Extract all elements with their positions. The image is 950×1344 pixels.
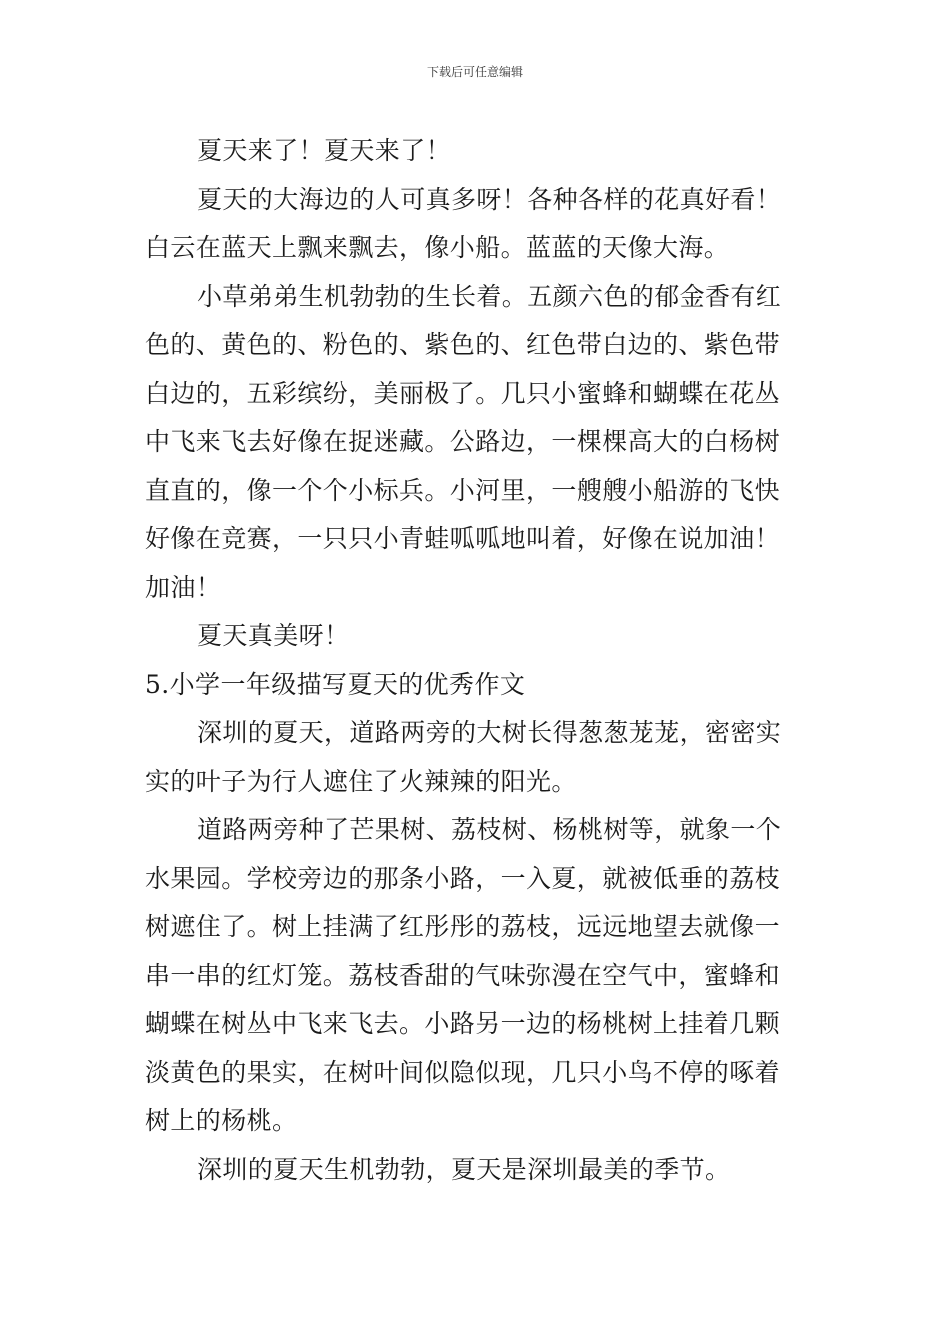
page-header: 下载后可任意编辑 bbox=[426, 65, 523, 79]
paragraph-line: 小草弟弟生机勃勃的生长着。五颜六色的郁金香有红 bbox=[197, 281, 782, 311]
paragraph-line: 串一串的红灯笼。荔枝香甜的气味弥漫在空气中，蜜蜂和 bbox=[145, 960, 781, 990]
paragraph-line: 深圳的夏天生机勃勃，夏天是深圳最美的季节。 bbox=[197, 1154, 731, 1184]
paragraph-line: 色的、黄色的、粉色的、紫色的、红色带白边的、紫色带 bbox=[145, 330, 781, 359]
paragraph-line: 夏天真美呀！ bbox=[197, 621, 350, 650]
paragraph-line: 好像在竞赛，一只只小青蛙呱呱地叫着，好像在说加油！ bbox=[145, 524, 781, 553]
paragraph-line: 加油！ bbox=[145, 572, 222, 602]
paragraph-line: 道路两旁种了芒果树、荔枝树、杨桃树等，就象一个 bbox=[197, 815, 782, 844]
paragraph-line: 深圳的夏天，道路两旁的大树长得葱葱茏茏，密密实 bbox=[197, 718, 782, 747]
section-heading: 5.小学一年级描写夏天的优秀作文 bbox=[145, 669, 526, 699]
paragraph-line: 蝴蝶在树丛中飞来飞去。小路另一边的杨桃树上挂着几颗 bbox=[145, 1009, 781, 1038]
paragraph-line: 中飞来飞去好像在捉迷藏。公路边，一棵棵高大的白杨树 bbox=[145, 427, 781, 456]
paragraph-line: 树遮住了。树上挂满了红彤彤的荔枝，远远地望去就像一 bbox=[145, 912, 781, 941]
paragraph-line: 白云在蓝天上飘来飘去，像小船。蓝蓝的天像大海。 bbox=[145, 233, 730, 262]
paragraph-line: 白边的，五彩缤纷，美丽极了。几只小蜜蜂和蝴蝶在花丛 bbox=[145, 378, 781, 408]
paragraph-line: 淡黄色的果实，在树叶间似隐似现，几只小鸟不停的啄着 bbox=[145, 1057, 781, 1087]
paragraph-line: 夏天来了！夏天来了！ bbox=[197, 136, 452, 165]
paragraph-line: 实的叶子为行人遮住了火辣辣的阳光。 bbox=[145, 766, 577, 796]
paragraph-line: 树上的杨桃。 bbox=[145, 1106, 298, 1135]
paragraph-line: 直直的，像一个个小标兵。小河里，一艘艘小船游的飞快 bbox=[145, 475, 781, 505]
document-body bbox=[145, 127, 810, 1194]
paragraph-line: 夏天的大海边的人可真多呀！各种各样的花真好看！ bbox=[197, 184, 782, 214]
paragraph-line: 水果园。学校旁边的那条小路，一入夏，就被低垂的荔枝 bbox=[145, 863, 781, 893]
